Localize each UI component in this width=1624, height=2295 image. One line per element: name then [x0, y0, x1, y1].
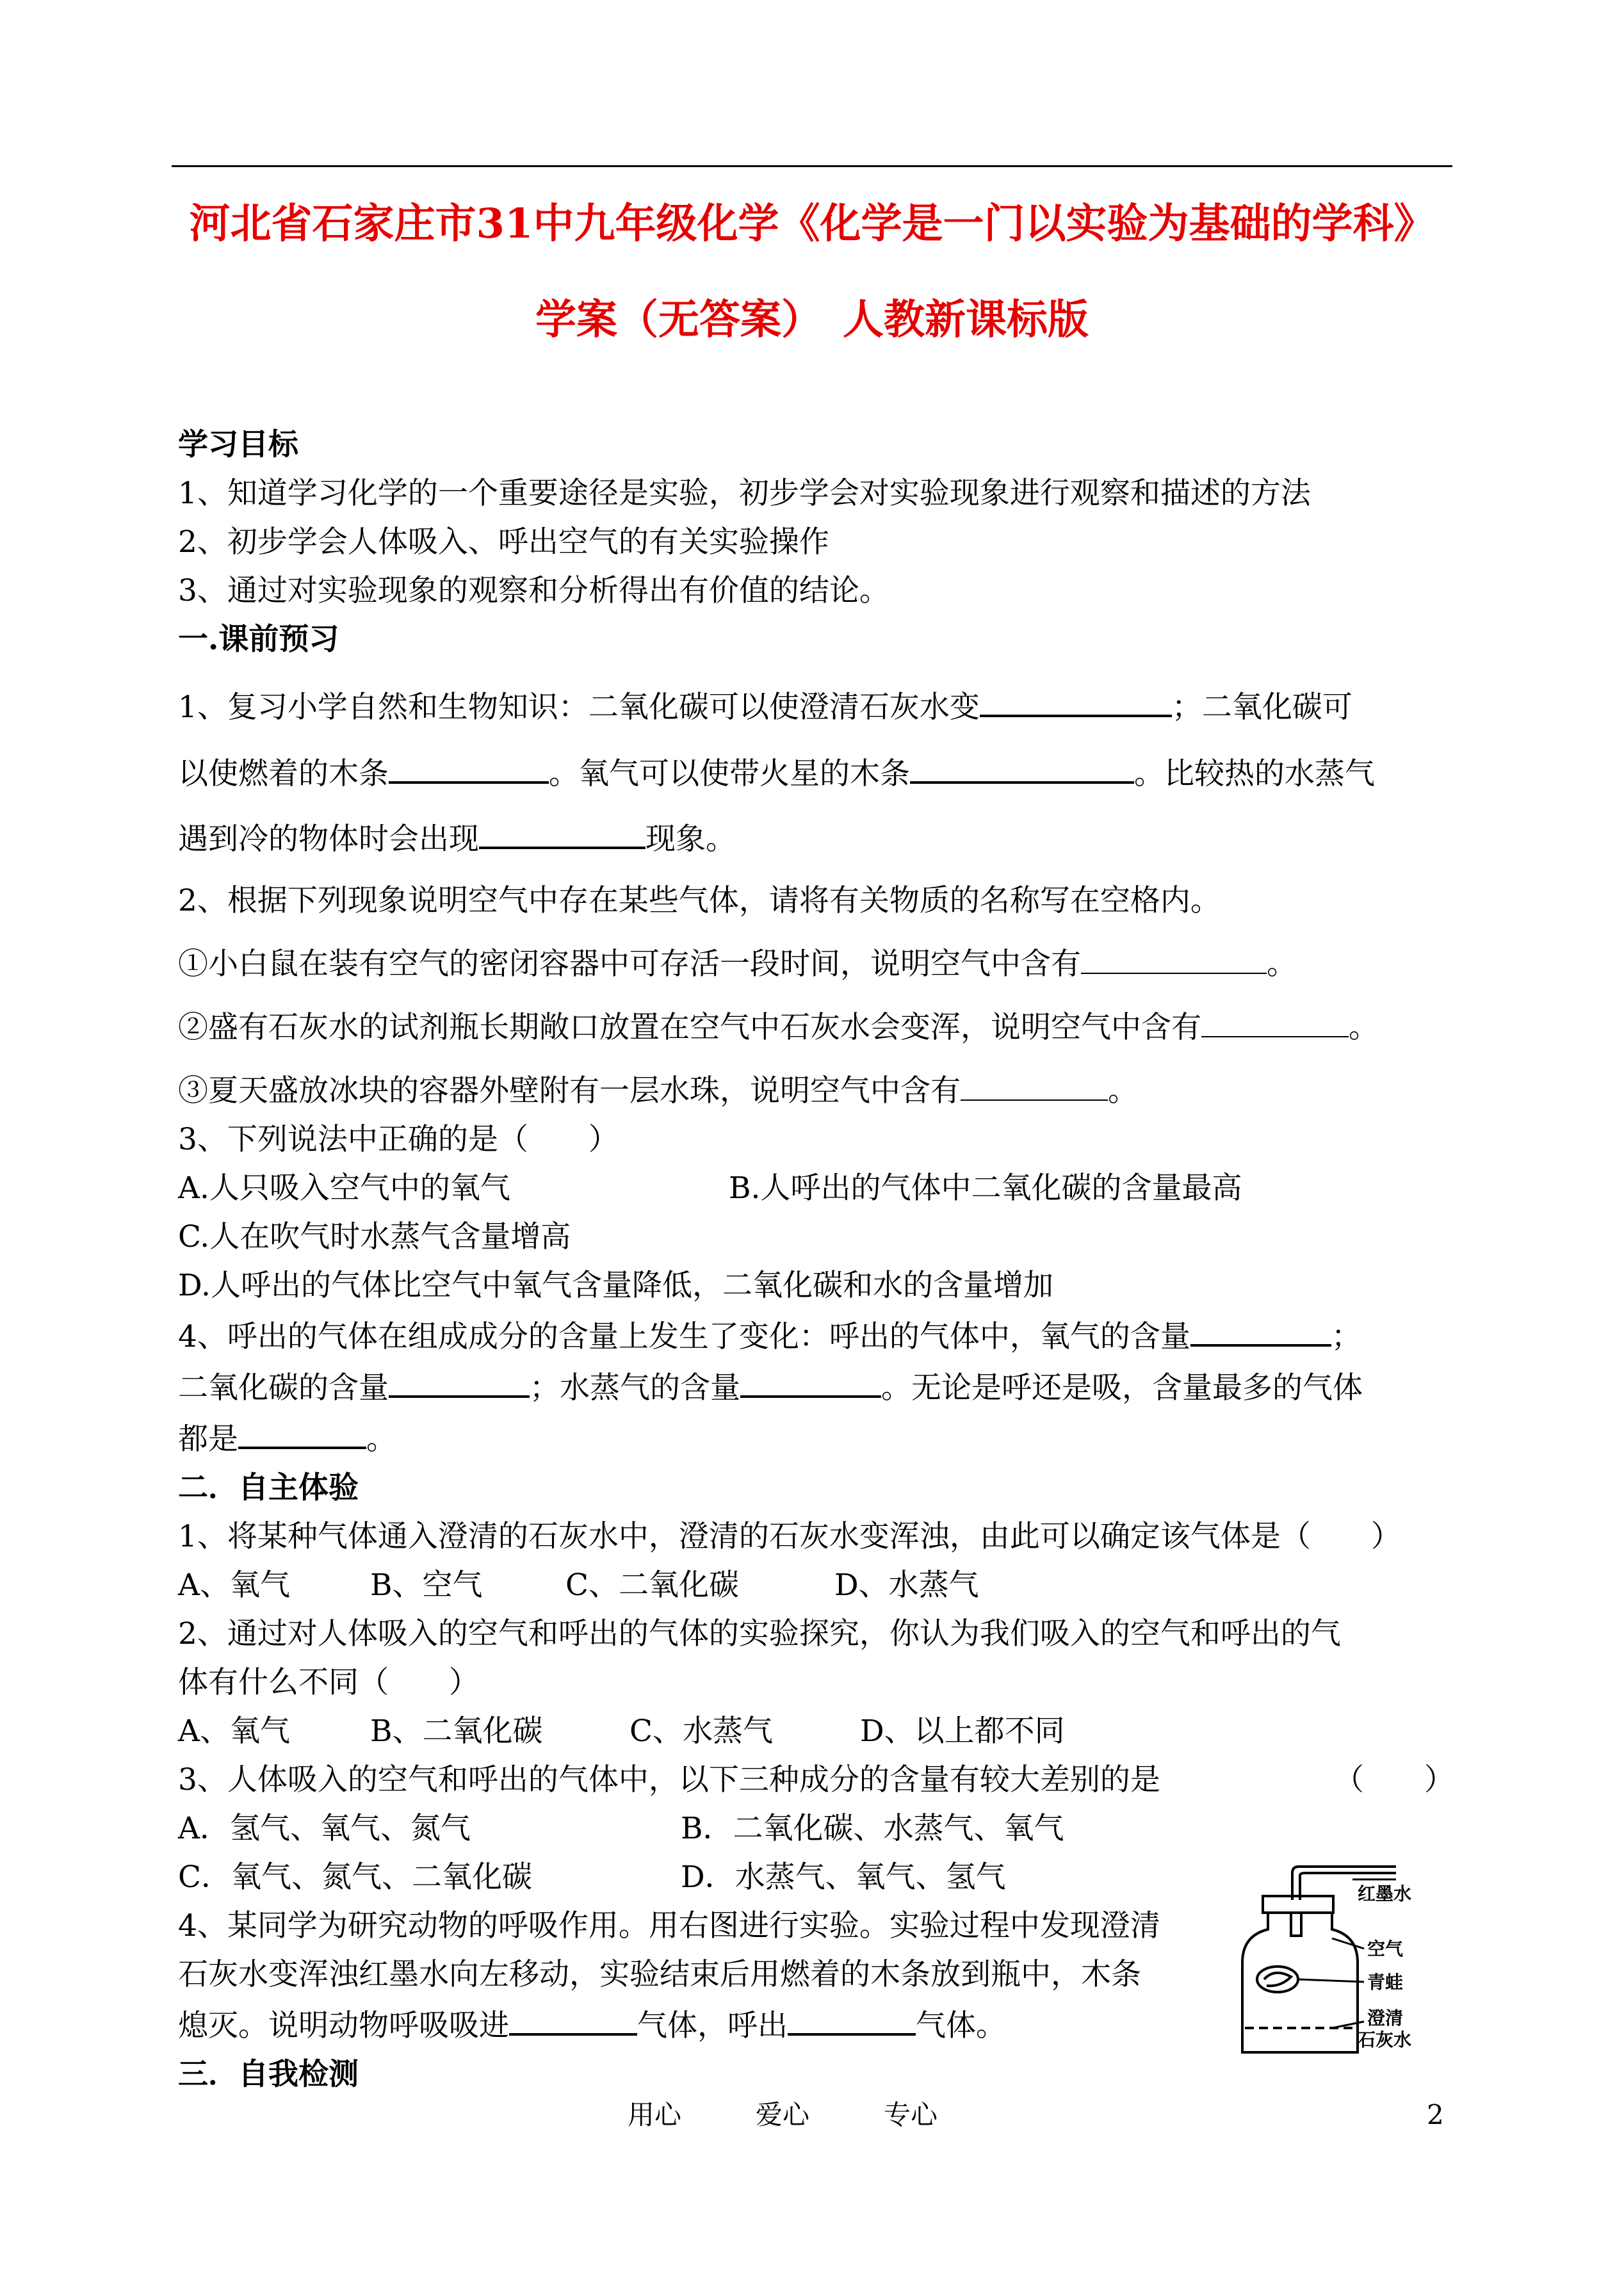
option-b[interactable]: B．二氧化碳、水蒸气、氧气 — [681, 1811, 1064, 1846]
option-a[interactable]: A.人只吸入空气中的氧气 — [178, 1171, 510, 1206]
option-d[interactable]: D、以上都不同 — [860, 1714, 1065, 1749]
option-d[interactable]: D、水蒸气 — [834, 1568, 979, 1603]
answer-blank[interactable] — [509, 2007, 637, 2036]
answer-blank[interactable] — [1201, 1010, 1349, 1037]
s2-q2-stem-line1: 2、通过对人体吸入的空气和呼出的气体的实验探究，你认为我们吸入的空气和呼出的气 — [178, 1616, 1341, 1651]
frog-jar-apparatus-figure — [1236, 1860, 1454, 2065]
answer-blank[interactable] — [910, 756, 1134, 784]
s1-q2-item3: ③夏天盛放冰块的容器外壁附有一层水珠，说明空气中含有 。 — [178, 1073, 1138, 1108]
label-air: 空气 — [1367, 1938, 1404, 1959]
s1-q1-line1: 1、复习小学自然和生物知识：二氧化碳可以使澄清石灰水变 ；二氧化碳可 — [178, 690, 1352, 725]
footer-item-1: 用心 — [628, 2099, 682, 2130]
option-a[interactable]: A、氧气 — [178, 1568, 290, 1603]
answer-blank[interactable] — [740, 1370, 881, 1398]
objective-item-2: 2、初步学会人体吸入、呼出空气的有关实验操作 — [178, 524, 829, 560]
s1-q2-item2: ②盛有石灰水的试剂瓶长期敞口放置在空气中石灰水会变浑，说明空气中含有 。 — [178, 1010, 1379, 1045]
option-b[interactable]: B、空气 — [370, 1568, 483, 1603]
s2-q1-stem: 1、将某种气体通入澄清的石灰水中，澄清的石灰水变浑浊，由此可以确定该气体是（ ） — [178, 1519, 1401, 1554]
answer-blank[interactable] — [479, 821, 646, 849]
option-b[interactable]: B.人呼出的气体中二氧化碳的含量最高 — [729, 1171, 1242, 1206]
answer-blank[interactable] — [1190, 1318, 1331, 1347]
answer-blank[interactable] — [389, 756, 549, 784]
s1-q1-line2: 以使燃着的木条 。氧气可以使带火星的木条 。比较热的水蒸气 — [178, 756, 1375, 791]
document-title-line1: 河北省石家庄市31中九年级化学《化学是一门以实验为基础的学科》 — [189, 200, 1435, 248]
option-c[interactable]: C．氧气、氮气、二氧化碳 — [178, 1860, 532, 1895]
document-title-line2: 学案（无答案） 人教新课标版 — [535, 296, 1089, 344]
s2-q3-stem: 3、人体吸入的空气和呼出的气体中，以下三种成分的含量有较大差别的是 （ ） — [178, 1762, 1454, 1797]
section3-heading: 三．自我检测 — [178, 2057, 359, 2092]
answer-blank[interactable] — [1081, 947, 1267, 974]
s2-q4-line2: 石灰水变浑浊红墨水向左移动，实验结束后用燃着的木条放到瓶中，木条 — [178, 1957, 1141, 1992]
label-lime-1: 澄清 — [1367, 2007, 1404, 2029]
option-c[interactable]: C、二氧化碳 — [565, 1568, 739, 1603]
objective-item-1: 1、知道学习化学的一个重要途径是实验，初步学会对实验现象进行观察和描述的方法 — [178, 476, 1311, 511]
s1-q4-line1: 4、呼出的气体在组成成分的含量上发生了变化：呼出的气体中，氧气的含量 ； — [178, 1319, 1361, 1354]
objective-item-3: 3、通过对实验现象的观察和分析得出有价值的结论。 — [178, 573, 889, 608]
s1-q2-item1: ①小白鼠在装有空气的密闭容器中可存活一段时间，说明空气中含有 。 — [178, 946, 1297, 982]
s2-q1-options — [178, 1569, 1465, 1602]
answer-blank[interactable] — [980, 689, 1172, 717]
footer-item-2: 爱心 — [756, 2099, 810, 2130]
section1-heading: 一.课前预习 — [178, 622, 339, 657]
option-d[interactable]: D.人呼出的气体比空气中氧气含量降低，二氧化碳和水的含量增加 — [178, 1268, 1053, 1303]
s1-q1-line3: 遇到冷的物体时会出现 现象。 — [178, 822, 736, 857]
s1-q2-stem: 2、根据下列现象说明空气中存在某些气体，请将有关物质的名称写在空格内。 — [178, 883, 1221, 918]
s2-q4-line3: 熄灭。说明动物呼吸吸进 气体，呼出 气体。 — [178, 2008, 1006, 2043]
s1-q3-options-ab — [178, 1172, 1465, 1204]
answer-blank[interactable] — [788, 2007, 916, 2036]
option-c[interactable]: C、水蒸气 — [629, 1714, 773, 1749]
answer-blank[interactable] — [961, 1074, 1108, 1101]
s1-q4-line3: 都是 。 — [178, 1422, 396, 1457]
s2-q4-line1: 4、某同学为研究动物的呼吸作用。用右图进行实验。实验过程中发现澄清 — [178, 1908, 1160, 1943]
option-b[interactable]: B、二氧化碳 — [370, 1714, 543, 1749]
objectives-heading: 学习目标 — [178, 427, 298, 462]
s1-q3-stem: 3、下列说法中正确的是（ ） — [178, 1122, 619, 1157]
option-c[interactable]: C.人在吹气时水蒸气含量增高 — [178, 1219, 571, 1254]
s2-q2-stem-line2: 体有什么不同（ ） — [178, 1665, 479, 1700]
answer-blank[interactable] — [389, 1370, 530, 1398]
option-d[interactable]: D．水蒸气、氧气、氢气 — [681, 1860, 1006, 1895]
answer-blank[interactable] — [238, 1421, 366, 1449]
option-a[interactable]: A．氢气、氧气、氮气 — [178, 1811, 471, 1846]
document-body — [178, 423, 1465, 2091]
option-a[interactable]: A、氧气 — [178, 1714, 290, 1749]
label-frog: 青蛙 — [1367, 1972, 1404, 1993]
s2-q2-options — [178, 1715, 1465, 1748]
s2-q3-options-ab — [178, 1813, 1465, 1845]
footer-item-3: 专心 — [884, 2099, 938, 2130]
s1-q4-line2: 二氧化碳的含量 ；水蒸气的含量 。无论是呼还是吸，含量最多的气体 — [178, 1370, 1363, 1406]
frog — [1257, 1967, 1298, 1992]
label-ink: 红墨水 — [1358, 1883, 1412, 1904]
header-rule — [172, 165, 1452, 167]
label-lime-2: 石灰水 — [1358, 2029, 1412, 2050]
section2-heading: 二．自主体验 — [178, 1470, 359, 1505]
stopper — [1263, 1896, 1333, 1913]
page-number: 2 — [1427, 2099, 1444, 2130]
